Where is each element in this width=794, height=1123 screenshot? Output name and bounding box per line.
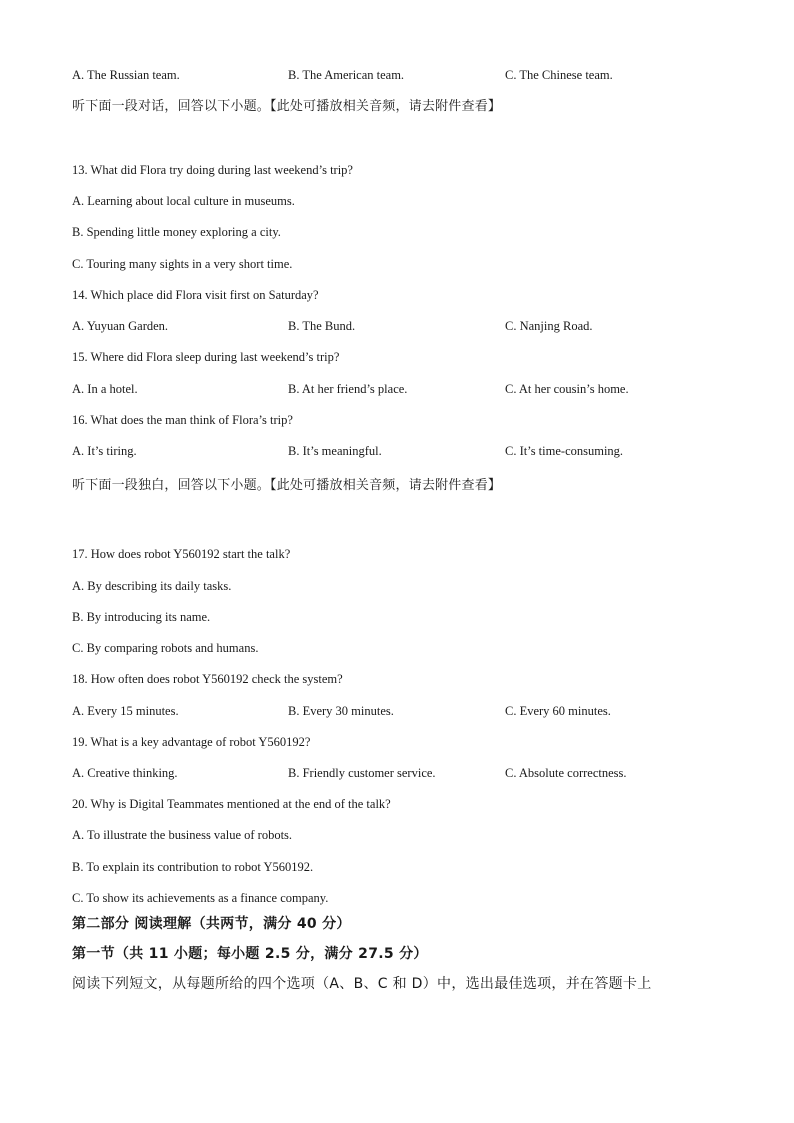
q14-option-b: B. The Bund.	[288, 319, 356, 333]
reading-instruction: 阅读下列短文，从每题所给的四个选项（A、B、C 和 D）中，选出最佳选项，并在答题卡上	[72, 976, 652, 992]
q14-options	[72, 318, 722, 334]
q14-option-c: C. Nanjing Road.	[505, 319, 593, 333]
q19-option-a: A. Creative thinking.	[72, 766, 178, 780]
q16-question: 16. What does the man think of Flora’s trip?	[72, 413, 293, 427]
q20-option-c: C. To show its achievements as a finance company.	[72, 891, 329, 905]
q15-options	[72, 381, 722, 397]
q20-option-b: B. To explain its contribution to robot Y560192.	[72, 860, 314, 874]
q12-option-a: A. The Russian team.	[72, 68, 180, 82]
q18-option-c: C. Every 60 minutes.	[505, 704, 611, 718]
q20-question: 20. Why is Digital Teammates mentioned at the end of the talk?	[72, 797, 391, 811]
q17-option-c: C. By comparing robots and humans.	[72, 641, 259, 655]
q20-option-a: A. To illustrate the business value of robots.	[72, 828, 293, 842]
q18-option-a: A. Every 15 minutes.	[72, 704, 179, 718]
q18-option-b: B. Every 30 minutes.	[288, 704, 394, 718]
q19-options	[72, 765, 722, 781]
section1-heading: 第一节（共 11 小题；每小题 2.5 分，满分 27.5 分）	[72, 946, 428, 962]
q12-option-b: B. The American team.	[288, 68, 405, 82]
q18-question: 18. How often does robot Y560192 check the system?	[72, 672, 343, 686]
q14-question: 14. Which place did Flora visit first on Saturday?	[72, 288, 319, 302]
q16-options	[72, 443, 722, 459]
q13-option-c: C. Touring many sights in a very short time.	[72, 257, 293, 271]
q14-option-a: A. Yuyuan Garden.	[72, 319, 169, 333]
q18-options	[72, 703, 722, 719]
q17-option-b: B. By introducing its name.	[72, 610, 211, 624]
part2-heading: 第二部分 阅读理解（共两节，满分 40 分）	[72, 916, 351, 932]
q17-question: 17. How does robot Y560192 start the talk?	[72, 547, 291, 561]
q12-option-c: C. The Chinese team.	[505, 68, 613, 82]
q15-option-b: B. At her friend’s place.	[288, 382, 408, 396]
dialogue-instruction: 听下面一段对话，回答以下小题。【此处可播放相关音频，请去附件查看】	[72, 99, 502, 114]
monologue-instruction: 听下面一段独白，回答以下小题。【此处可播放相关音频，请去附件查看】	[72, 478, 502, 493]
q13-question: 13. What did Flora try doing during last weekend’s trip?	[72, 163, 353, 177]
q17-option-a: A. By describing its daily tasks.	[72, 579, 232, 593]
q16-option-b: B. It’s meaningful.	[288, 444, 382, 458]
q16-option-a: A. It’s tiring.	[72, 444, 137, 458]
q13-option-b: B. Spending little money exploring a city.	[72, 225, 281, 239]
q19-option-b: B. Friendly customer service.	[288, 766, 436, 780]
q19-option-c: C. Absolute correctness.	[505, 766, 627, 780]
q13-option-a: A. Learning about local culture in museums.	[72, 194, 295, 208]
q19-question: 19. What is a key advantage of robot Y560192?	[72, 735, 311, 749]
q12-options	[72, 67, 722, 83]
q15-option-a: A. In a hotel.	[72, 382, 138, 396]
q15-option-c: C. At her cousin’s home.	[505, 382, 629, 396]
q16-option-c: C. It’s time-consuming.	[505, 444, 624, 458]
q15-question: 15. Where did Flora sleep during last weekend’s trip?	[72, 350, 340, 364]
